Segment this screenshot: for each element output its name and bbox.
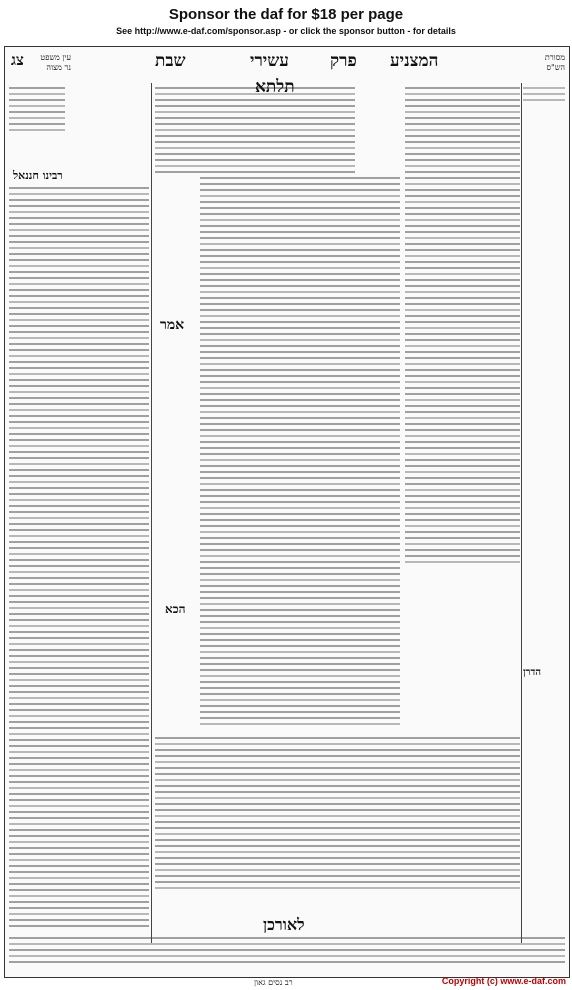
rashi-column xyxy=(405,87,520,687)
perek-ordinal: עשירי xyxy=(250,51,289,71)
main-word-1: תלתא xyxy=(255,77,295,97)
folio-number: צג xyxy=(11,51,24,69)
nissim-gaon-label: רב נסים גאון xyxy=(254,978,293,987)
copyright-link[interactable]: Copyright (c) www.e-daf.com xyxy=(441,976,566,986)
banner-subtitle[interactable]: See http://www.e-daf.com/sponsor.asp - or click the sponsor button - for details xyxy=(116,26,456,36)
talmud-page xyxy=(4,46,570,978)
perek-label: פרק xyxy=(330,51,357,71)
chapter-title: המצניע xyxy=(390,51,439,71)
main-word-4: לאורכן xyxy=(263,915,305,934)
mesoret-label: מסורת הש"ס xyxy=(544,53,565,72)
main-word-2: הכא xyxy=(165,602,186,616)
gemara-main-text xyxy=(200,177,400,737)
main-word-3: אמר xyxy=(160,317,185,333)
ein-mishpat-column xyxy=(9,87,65,167)
tosafot-top-block xyxy=(155,87,355,177)
bottom-strip xyxy=(9,937,565,973)
bottom-commentary xyxy=(155,737,520,897)
ein-mishpat-label: עין משפט נר מצוה xyxy=(40,53,71,72)
tosafot-column xyxy=(9,187,149,927)
footer xyxy=(4,978,568,990)
side-word-hadran: הדרן xyxy=(523,667,542,678)
column-divider xyxy=(521,83,522,943)
sponsor-banner[interactable] xyxy=(0,0,572,44)
tractate-name: שבת xyxy=(155,51,186,71)
mesoret-notes xyxy=(523,87,565,657)
banner-title[interactable]: Sponsor the daf for $18 per page xyxy=(168,6,404,23)
rabbeinu-chananel-title: רבינו חננאל xyxy=(13,169,63,182)
column-divider xyxy=(151,83,152,943)
